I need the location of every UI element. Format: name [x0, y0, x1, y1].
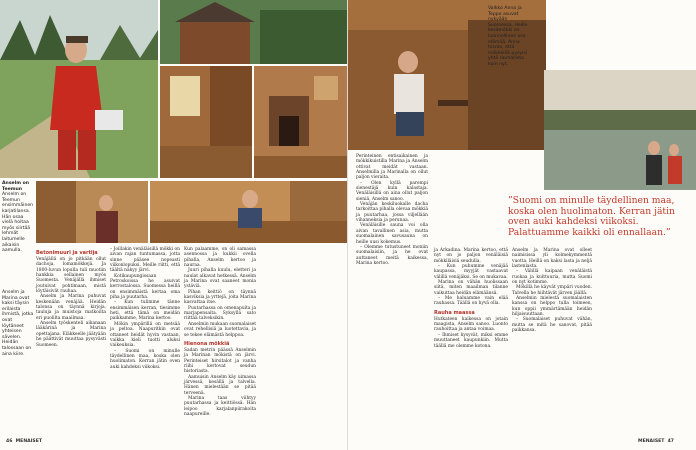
left-column-1: Betonimuuri ja vartija Venäjällä on jo pitkään ollut dachoja, lomamökkejä. Ja 1800-luvun lopulla tuli muotiin hankkia sellainen myös Suomesta. Venäjällä ihmiset joutuivat pohtimaan, mistä löytäisivät rauhaa. Anselm ja Marina puhuvat keskenään venäjää. Heidän talonsa on täynnä kirjoja, tauluja ja muistoja matkoilta eri puolilta maailmaa. Anselm työskenteli aikanaan lääkärinä ja Marina opettajana. Eläkkeelle jäätyään he päättivät muuttaa pysyvästi Suomeen. [36, 250, 106, 348]
photo-man-red-jacket [0, 0, 158, 178]
pull-quote: ”Suomi on minulle täydellinen maa, koska olen huolimaton. Kerran jätin oven auki kahdeksi viikoksi. Palattuamme kaikki oli ennallaan.” [508, 195, 675, 238]
left-column-2: – Joillakin venäläisillä mökki on aivan rajan tuntumassa, jotta sinne pääsee nopeasti viikonlopuksi. Meille riitti, että täältä näkyy järvi. Kotikaupungissaan Petroskoissa he asuivat kerrostalossa. Suomessa heillä on ensimmäistä kertaa oma piha ja puutarha. – Kun tulimme tänne ensimmäisen kerran, tiesimme heti, että tämä on meidän paikkamme, Marina kertoo. Mökin ympärillä on metsää ja peltoa. Naapuritkin ovat ottaneet heidät hyvin vastaan, vaikka kieli tuotti aluksi vaikeuksia. – Suomi on minulle täydellinen maa, koska olen huolimaton. Kerran jätin oven auki kahdeksi viikoksi. [110, 247, 180, 370]
footer-right [638, 439, 674, 444]
photo-lake-people [544, 70, 696, 190]
right-column-2: ja Arkadina. Marina kertoo, että nyt on jo paljon venäläisiä mökkiläisiä seudulla. – Kun puhumme venäjää kaupassa, myyjät vastaavat välillä venäjäksi. Se on mukavaa. Marina on vähän huolissaan siitä, miten maailman tilanne vaikuttaa heidän elämäänsä. – Me haluamme vain elää rauhassa. Täällä on hyvä olla. Rauha maassa Hutkateen kaikessa on jotain maagista, Anselm sanoo. Luonto rauhoittaa ja antaa voimaa. – Ihmiset kysyvät, miksi emme muuttaneet kaupunkiin. Mutta täällä me olemme kotona. [434, 248, 508, 349]
caption-right-photo: Valkko Anna ja Teppo asuvat nykyään Suomessa. Heille kesämökki on luonnollinen osa elämää. Anna toivoo, että mökkeillä pysyisi yhtä rauhallista kuin nyt. [488, 6, 528, 67]
section-title-betonimuuri: Betonimuuri ja vartija [36, 250, 98, 256]
page-number-left: 46 [6, 439, 13, 444]
left-column-3: Kun palaamme, on oli samassa asennossa ja kukkii ovella pihalla, Anselm kertoo ja nauraa. Juuri pihalla kuulu, eletteri ja naulat alkavat hetkessä. Anselm ja Marina ovat saaneet monia ystäviä. Pihan keittiö on täynnä kasviksia ja yrttejä, joita Marina kasvattaa itse. Puutarhassa on omenapuita ja marjapensaita. Syksyllä sato riittää talveksikin. Anselmin mukaan suomalaiset ovat rehellisiä ja luotettavia, ja se tekee elämästä helppoa. Hienona mökkiä Sadan metrin päässä Anselmin ja Marinan mökistä on järvi. Perinteiset hirsitalot ja vanha riihi kertovat seudun historiasta. Aamuisin Anselm käy uimassa järvessä, kesällä ja talvella. Hänen mielestään se pitää terveenä. Marina taas viihtyy puutarhassa ja keittiössä. Hän leipoo karjalanpiirakoita naapureille. [184, 247, 256, 417]
right-column-1: Perinteinen entisaikainen ja mökkikuistilla Marina ja Anselm ottivat meidät vastaan. Anselmilla ja Marinalla on ollut paljon vieraita. – Olen kyllä parempi sienestäjä kuin kalastaja. Venäläisillä on aina ollut paljon sieniä, Anselm sanoo. Venäjän keskiluokalle dacha tarkoittaa pihalla olevaa mökkiä ja puutarhaa, jossa viljellään vihanneksia ja perunaa. Venäläisille sauna voi olla aivan tavallinen asia, mutta suomalainen savusauna on heille uusi kokemus. – Olemme tutustuneet moniin suomalaisiin, ja he ovat auttaneet meitä kaikessa, Marina kertoo. [356, 154, 428, 266]
right-column-3: Anselm ja Marina ovat olleet naimisissa yli kolmekymmentä vuotta. Heillä on kaksi lasta ja neljä lastenlasta. – Välillä kaipaan venäläistä ruokaa ja kulttuuria, mutta Suomi on nyt kotimme. Mökillä he käyvät ympäri vuoden. Talvella he hiihtävät järven jäällä. Anselmin mielestä suomalaisten kanssa on helppo tulla toimeen, kun oppii ymmärtämään heidän hiljaisuuttaan. – Suomalaiset puhuvat vähän, mutta se mitä he sanovat, pitää paikkansa. [512, 248, 592, 334]
photo-couple-table [150, 181, 348, 243]
magazine-name-right: MENAISET [638, 439, 665, 444]
photo-house-exterior [160, 0, 348, 64]
photo-woman-kitchen [36, 181, 148, 243]
section-title-rauha: Rauha maassa [434, 309, 475, 316]
page-number-right: 47 [667, 439, 675, 444]
footer-left [6, 439, 42, 444]
photo-interior-fireplace [254, 66, 348, 178]
photo-interior-stairs [160, 66, 252, 178]
magazine-name-left: MENAISET [15, 439, 43, 444]
caption-bottom-left: Anselm ja Marina ovat kaksi täysin erilaista ihmistä, jotka ovat löytäneet yhteisen sävelen. Heidän talossaan on aina kiire. [2, 290, 34, 357]
caption-top-left: Anselm on Teemun Anselm on Teemun ensimmäinen karjatilansa. Hän osaa vielä hoitaa myös siirtää lehmät laitumelle aikaisin aamulla. [2, 181, 34, 254]
section-title-hienona: Hienona mökkiä [184, 340, 230, 347]
